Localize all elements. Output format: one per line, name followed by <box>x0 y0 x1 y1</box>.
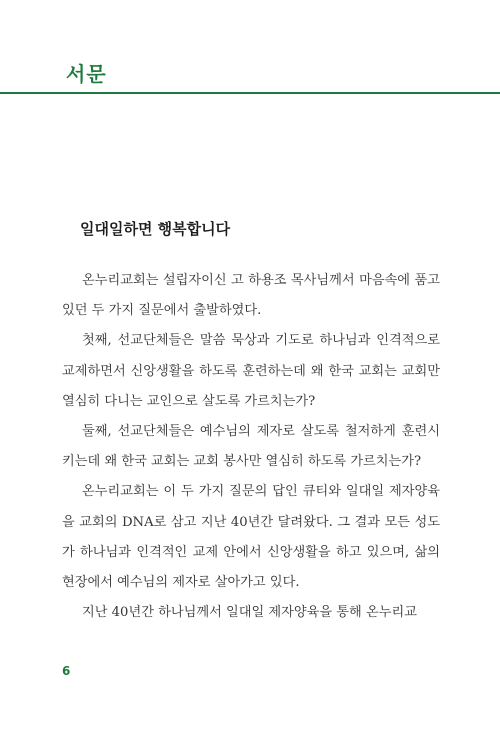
page-number: 6 <box>62 664 71 678</box>
paragraph: 온누리교회는 설립자이신 고 하용조 목사님께서 마음속에 품고 있던 두 가지 질문에서 출발하였다. <box>62 273 440 319</box>
section-heading: 일대일하면 행복합니다 <box>80 220 231 238</box>
paragraph: 첫째, 선교단체들은 말씀 묵상과 기도로 하나님과 인격적으로 교제하면서 신앙생활을 하도록 훈련하는데 왜 한국 교회는 교회만 열심히 다니는 교인으로 살도록 가르치는가? <box>62 333 440 409</box>
paragraph: 둘째, 선교단체들은 예수님의 제자로 살도록 철저하게 훈련시키는데 왜 한국 교회는 교회 봉사만 열심히 하도록 가르치는가? <box>62 424 440 470</box>
title-divider <box>0 92 500 94</box>
paragraph: 지난 40년간 하나님께서 일대일 제자양육을 통해 온누리교 <box>82 605 417 621</box>
chapter-title: 서문 <box>66 62 107 86</box>
paragraph: 온누리교회는 이 두 가지 질문의 답인 큐티와 일대일 제자양육을 교회의 DNA로 삼고 지난 40년간 달려왔다. 그 결과 모든 성도가 하나님과 인격적인 교제 안에서 신앙생활을 하고 있으며, 삶의 현장에서 예수님의 제자로 살아가고 있다. <box>62 484 440 591</box>
body-text <box>62 266 440 628</box>
